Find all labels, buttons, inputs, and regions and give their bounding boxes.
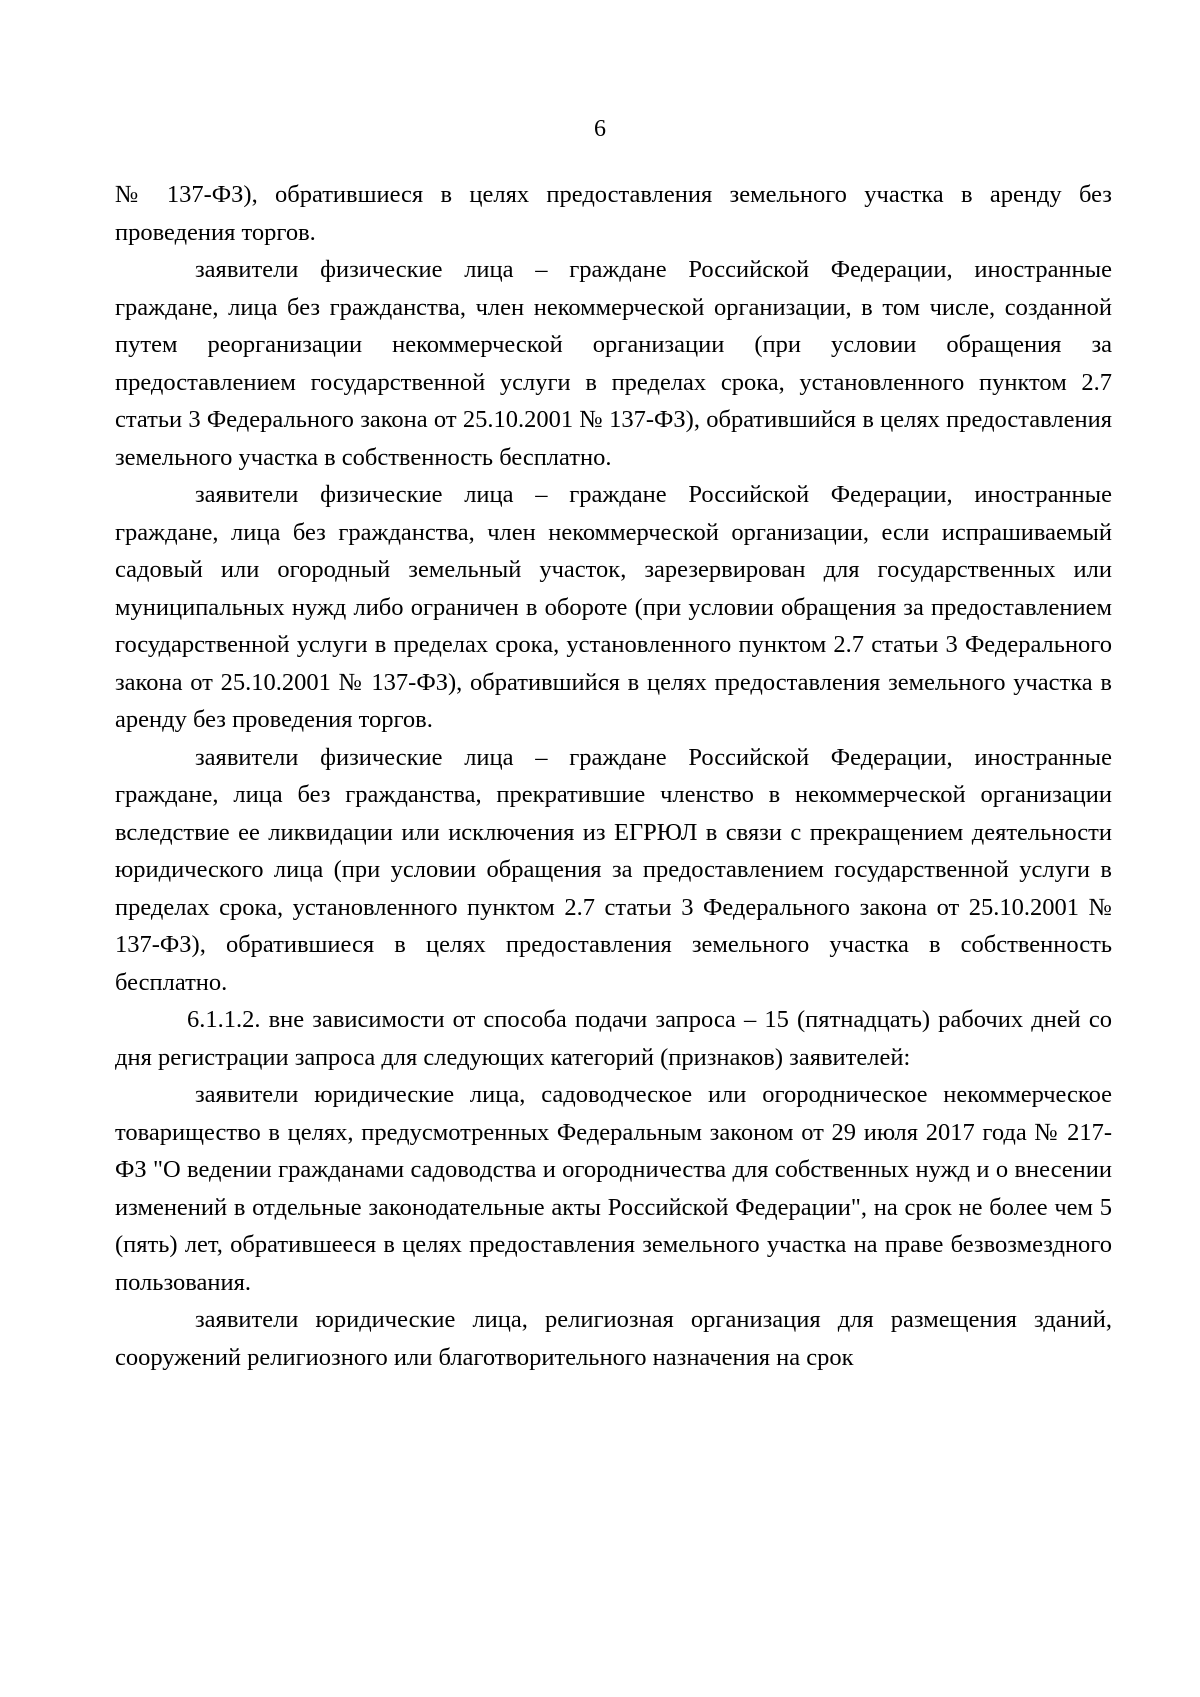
document-body <box>115 176 1112 1376</box>
page-number: 6 <box>594 116 606 142</box>
paragraph-former-members-ownership: заявители физические лица – граждане Российской Федерации, иностранные граждане, лица без гражданства, прекратившие членство в некоммерческой организации вследствие ее ликвидации или исключения из ЕГРЮЛ в связи с прекращением деятельности юридического лица (при условии обращения за предоставлением государственной услуги в пределах срока, установленного пунктом 2.7 статьи 3 Федерального закона от 25.10.2001 № 137-ФЗ), обратившиеся в целях предоставления земельного участка в собственность бесплатно. <box>115 743 1112 996</box>
paragraph-religious-organization: заявители юридические лица, религиозная организация для размещения зданий, сооружений религиозного или благотворительного назначения на срок <box>115 1306 1112 1371</box>
paragraph-6-1-1-2: 6.1.1.2. вне зависимости от способа подачи запроса – 15 (пятнадцать) рабочих дней со дня регистрации запроса для следующих категорий (признаков) заявителей: <box>115 1006 1112 1071</box>
paragraph-individuals-reserved-lease: заявители физические лица – граждане Российской Федерации, иностранные граждане, лица без гражданства, член некоммерческой организации, если испрашиваемый садовый или огородный земельный участок, зарезервирован для государственных или муниципальных нужд либо ограничен в обороте (при условии обращения за предоставлением государственной услуги в пределах срока, установленного пунктом 2.7 статьи 3 Федерального закона от 25.10.2001 № 137-ФЗ), обратившийся в целях предоставления земельного участка в аренду без проведения торгов. <box>115 481 1112 733</box>
paragraph-legal-entities-gardening: заявители юридические лица, садоводческое или огородническое некоммерческое товарищество в целях, предусмотренных Федеральным законом от 29 июля 2017 года № 217-ФЗ "О ведении гражданами садоводства и огородничества для собственных нужд и о внесении изменений в отдельные законодательные акты Российской Федерации", на срок не более чем 5 (пять) лет, обратившееся в целях предоставления земельного участка на праве безвозмездного пользования. <box>115 1081 1112 1296</box>
paragraph-continuation: № 137-ФЗ), обратившиеся в целях предоставления земельного участка в аренду без проведения торгов. <box>115 181 1112 246</box>
paragraph-individuals-ownership-free: заявители физические лица – граждане Российской Федерации, иностранные граждане, лица без гражданства, член некоммерческой организации, в том числе, созданной путем реорганизации некоммерческой организации (при условии обращения за предоставлением государственной услуги в пределах срока, установленного пунктом 2.7 статьи 3 Федерального закона от 25.10.2001 № 137-ФЗ), обратившийся в целях предоставления земельного участка в собственность бесплатно. <box>115 256 1112 471</box>
